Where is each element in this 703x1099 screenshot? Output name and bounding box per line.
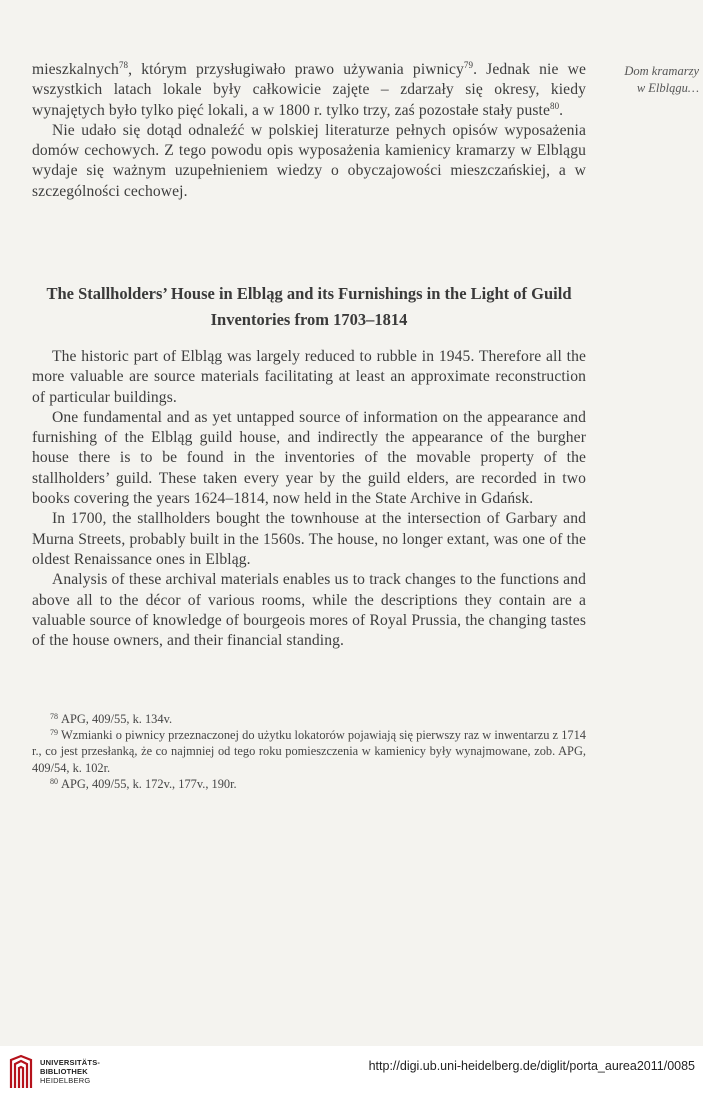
marginal-line-1: Dom kramarzy	[624, 64, 699, 78]
summary-paragraph-1: The historic part of Elbląg was largely reduced to rubble in 1945. Therefore all the more valuable are source materials facilitating at least an approximate reconstruction of particular buildings.	[32, 348, 586, 406]
footnote-ref-80[interactable]: 80	[549, 100, 560, 111]
library-logo-icon[interactable]	[8, 1054, 34, 1090]
english-summary	[32, 347, 586, 651]
footnote-80	[32, 776, 586, 792]
heading-line-1: The Stallholders’ House in Elbląg and its Furnishings in the Light of Guild	[46, 284, 572, 303]
summary-paragraph-3: In 1700, the stallholders bought the townhouse at the intersection of Garbary and Murna Streets, probably built in the 1560s. The house, no longer extant, was one of the oldest Renaissance ones in Elbląg.	[32, 510, 586, 568]
footnote-ref-79[interactable]: 79	[463, 60, 474, 70]
library-name-line-1: UNIVERSITÄTS-	[40, 1058, 101, 1067]
footnote-79	[32, 727, 586, 776]
library-name-line-2: BIBLIOTHEK	[40, 1067, 88, 1076]
text-run: . Jednak nie we wszystkich latach lokale były całkowicie zajęte – zdarzały się okresy, kiedy wynajętych było tylko pięć lokali, a w 1800 r. tylko trzy, zaś pozostałe stały puste	[32, 61, 586, 119]
summary-paragraph-2: One fundamental and as yet untapped source of information on the appearance and furnishing of the Elbląg guild house, and indirectly the appearance of the burgher house there is to be found in the inventories of the movable property of the stallholders’ guild. These taken every year by the guild elders, are recorded in two books covering the years 1624–1814, now held in the State Archive in Gdańsk.	[32, 408, 586, 508]
footnote-text: Wzmianki o piwnicy przeznaczonej do użytku lokatorów pojawiają się pierwszy raz w inwentarzu z 1714 r., co jest przesłanką, że co najmniej od tego roku pomieszczenia w kamienicy były wynajmowane, zob. APG, 409/54, k. 102r.	[32, 728, 586, 775]
polish-paragraph-2: Nie udało się dotąd odnaleźć w polskiej literaturze pełnych opisów wyposażenia domów cechowych. Z tego powodu opis wyposażenia kamienicy kramarzy w Elblągu wydaje się ważnym uzupełnieniem wiedzy o obyczajowości mieszczańskiej, a w szczególności cechowej.	[32, 121, 586, 200]
heading-line-2: Inventories from 1703–1814	[210, 310, 408, 329]
footnote-number: 78	[50, 712, 58, 721]
page-url-link[interactable]: http://digi.ub.uni-heidelberg.de/diglit/porta_aurea2011/0085	[368, 1059, 695, 1073]
marginal-line-2: w Elblągu…	[636, 81, 699, 95]
footnote-78	[32, 711, 586, 727]
footnote-text: APG, 409/55, k. 134v.	[61, 712, 173, 726]
polish-paragraph-1	[32, 60, 586, 121]
summary-heading	[32, 281, 586, 333]
viewer-footer	[0, 1046, 703, 1099]
footnote-ref-78[interactable]: 78	[118, 60, 129, 70]
text-run: mieszkalnych	[32, 61, 119, 78]
footnotes	[32, 711, 586, 792]
footnote-number: 80	[50, 776, 58, 786]
footnote-text: APG, 409/55, k. 172v., 177v., 190r.	[61, 776, 237, 791]
text-run: .	[559, 101, 564, 119]
marginal-running-title	[603, 63, 699, 97]
polish-section	[32, 60, 586, 202]
footnote-number: 79	[50, 728, 58, 738]
library-name-line-3: HEIDELBERG	[40, 1076, 91, 1085]
summary-paragraph-4: Analysis of these archival materials enables us to track changes to the functions and above all to the décor of various rooms, while the descriptions they contain are a valuable source of knowledge of bourgeois mores of Royal Prussia, the changing tastes of the house owners, and their financial standing.	[32, 571, 586, 650]
text-run: , którym przysługiwało prawo używania piwnicy	[128, 61, 464, 78]
library-name	[40, 1058, 100, 1085]
